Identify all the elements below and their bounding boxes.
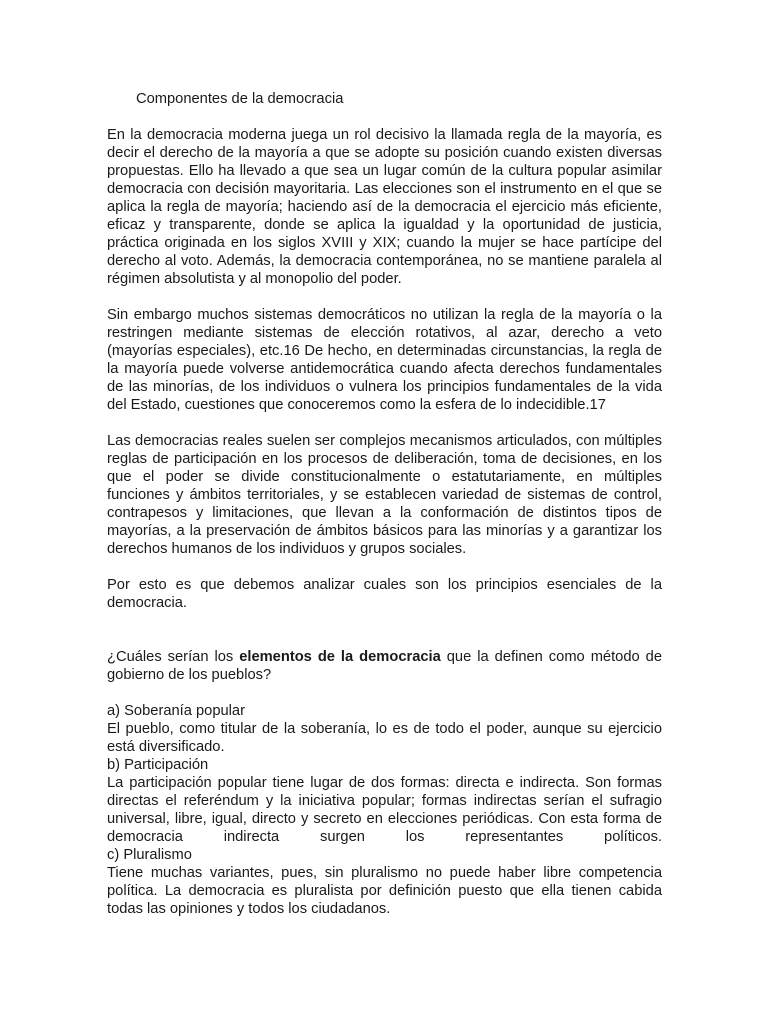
document-title: Componentes de la democracia (136, 91, 344, 107)
elements-list (107, 702, 662, 918)
paragraph-sistemas-democraticos: Sin embargo muchos sistemas democráticos no utilizan la regla de la mayoría o la restringen mediante sistemas de elección rotativos, al azar, derecho a veto (mayorías especiales), etc.16 De hecho, en determinadas circunstancias, la regla de la mayoría puede volverse antidemocrática cuando afecta derechos fundamentales de las minorías, de los individuos o vulnera los principios fundamentales de la vida del Estado, cuestiones que conoceremos como la esfera de lo indecidible.17 (107, 307, 662, 413)
question-text-bold: elementos de la democracia (239, 649, 441, 665)
item-text-pluralismo: Tiene muchas variantes, pues, sin pluralismo no puede haber libre competencia política. La democracia es pluralista por definición puesto que ella tienen cabida todas las opiniones y todos los ciudadanos. (107, 865, 662, 917)
item-text-participacion: La participación popular tiene lugar de dos formas: directa e indirecta. Son formas directas el referéndum y la iniciativa popular; formas indirectas serían el sufragio universal, libre, igual, directo y secreto en elecciones periódicas. Con esta forma de democracia indirecta surgen los representantes políticos. (107, 775, 662, 845)
paragraph-regla-mayoria: En la democracia moderna juega un rol decisivo la llamada regla de la mayoría, es decir el derecho de la mayoría a que se adopte su posición cuando existen diversas propuestas. Ello ha llevado a que sea un lugar común de la cultura popular asimilar democracia con decisión mayoritaria. Las elecciones son el instrumento en el que se aplica la regla de mayoría; haciendo así de la democracia el ejercicio más eficiente, eficaz y transparente, donde se aplica la igualdad y la oportunidad de justicia, práctica originada en los siglos XVIII y XIX; cuando la mujer se hace partícipe del derecho al voto. Además, la democracia contemporánea, no se mantiene paralela al régimen absolutista y al monopolio del poder. (107, 127, 662, 287)
question-text-after: que la definen como método de gobierno de los pueblos? (107, 649, 662, 683)
document-page (107, 90, 662, 918)
item-label-pluralismo: c) Pluralismo (107, 847, 192, 863)
item-label-participacion: b) Participación (107, 757, 209, 773)
item-label-soberania: a) Soberanía popular (107, 703, 245, 719)
paragraph-democracias-reales: Las democracias reales suelen ser complejos mecanismos articulados, con múltiples reglas de participación en los procesos de deliberación, toma de decisiones, en los que el poder se divide constitucionalmente o estatutariamente, en múltiples funciones y ámbitos territoriales, y se establecen variedad de sistemas de control, contrapesos y limitaciones, que llevan a la conformación de distintos tipos de mayorías, a la preservación de ámbitos básicos para las minorías y a garantizar los derechos humanos de los individuos y grupos sociales. (107, 433, 662, 557)
item-text-soberania: El pueblo, como titular de la soberanía, lo es de todo el poder, aunque su ejercicio está diversificado. (107, 721, 662, 755)
question-text-before: ¿Cuáles serían los (107, 649, 240, 665)
question-paragraph (107, 648, 662, 684)
paragraph-principios: Por esto es que debemos analizar cuales son los principios esenciales de la democracia. (107, 577, 662, 611)
